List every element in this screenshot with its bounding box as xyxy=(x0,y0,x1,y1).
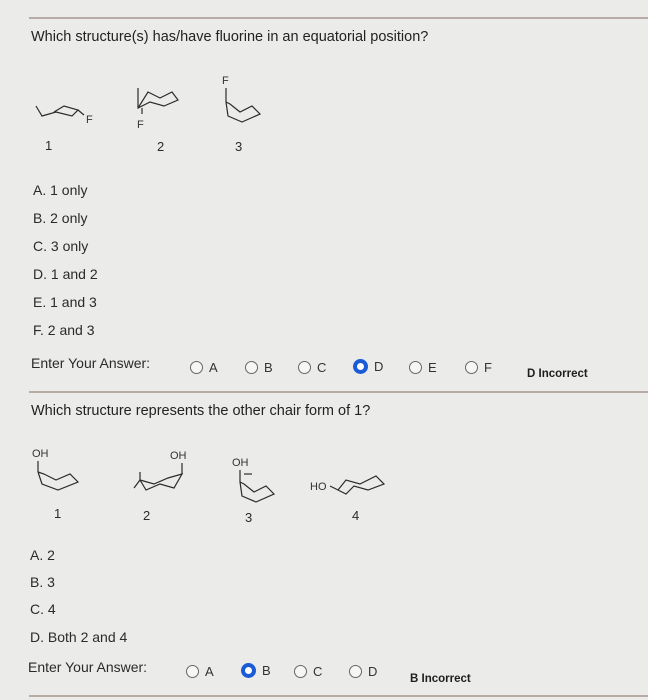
q2-structure-1-number: 1 xyxy=(54,506,62,521)
q2-structure-3 xyxy=(228,452,298,504)
q1-radio-f[interactable]: F xyxy=(465,360,492,375)
q1-radio-a[interactable]: A xyxy=(190,360,218,375)
q1-radio-d[interactable]: D xyxy=(353,359,383,374)
q1-structure-1 xyxy=(34,104,104,134)
q2-radio-d[interactable]: D xyxy=(349,664,377,679)
q1-radio-e[interactable]: E xyxy=(409,360,437,375)
q2-structure-2 xyxy=(130,448,200,498)
q2-radio-a[interactable]: A xyxy=(186,664,214,679)
q1-structure-1-number: 1 xyxy=(45,138,53,153)
q1-radio-c[interactable]: C xyxy=(298,360,326,375)
q2-structure-3-group: OH xyxy=(232,457,249,469)
q2-structure-3-number: 3 xyxy=(245,510,253,525)
q2-option-a: A. 2 xyxy=(30,547,55,563)
q1-structure-3 xyxy=(218,74,278,134)
q1-structure-3-number: 3 xyxy=(235,139,243,154)
q1-option-b: B. 2 only xyxy=(33,210,88,226)
q2-option-c: C. 4 xyxy=(30,601,56,617)
q2-structure-4-group: HO xyxy=(310,481,327,493)
q2-structure-2-group: OH xyxy=(170,450,187,462)
q1-option-a: A. 1 only xyxy=(33,182,88,198)
q2-structure-2-number: 2 xyxy=(143,508,151,523)
q1-question-text: Which structure(s) has/have fluorine in an equatorial position? xyxy=(31,29,429,45)
q1-option-f: F. 2 and 3 xyxy=(33,322,95,338)
q2-status: B Incorrect xyxy=(410,673,471,685)
q1-structure-1-atom: F xyxy=(86,114,93,126)
q2-radio-b[interactable]: B xyxy=(241,663,271,678)
q2-structure-4-number: 4 xyxy=(352,508,360,523)
q2-structure-1-group: OH xyxy=(32,448,49,460)
q2-structure-4 xyxy=(308,472,398,502)
q1-option-e: E. 1 and 3 xyxy=(33,294,97,310)
q2-structure-1 xyxy=(28,446,98,496)
q1-structure-2-atom: F xyxy=(137,119,144,131)
q1-status: D Incorrect xyxy=(527,368,588,380)
q1-option-c: C. 3 only xyxy=(33,238,89,254)
middle-divider xyxy=(29,391,648,393)
q2-radio-c[interactable]: C xyxy=(294,664,322,679)
q2-question-text: Which structure represents the other chair form of 1? xyxy=(31,403,371,419)
q1-enter-label: Enter Your Answer: xyxy=(31,355,151,371)
q2-enter-label: Enter Your Answer: xyxy=(28,659,148,675)
q1-structure-2 xyxy=(132,86,192,136)
q1-option-d: D. 1 and 2 xyxy=(33,266,98,282)
top-divider xyxy=(29,17,648,19)
q2-option-d: D. Both 2 and 4 xyxy=(30,629,128,645)
bottom-divider xyxy=(29,695,648,697)
q1-structure-2-number: 2 xyxy=(157,139,165,154)
q1-radio-b[interactable]: B xyxy=(245,360,273,375)
q1-structure-3-atom: F xyxy=(222,75,229,87)
q2-option-b: B. 3 xyxy=(30,574,55,590)
